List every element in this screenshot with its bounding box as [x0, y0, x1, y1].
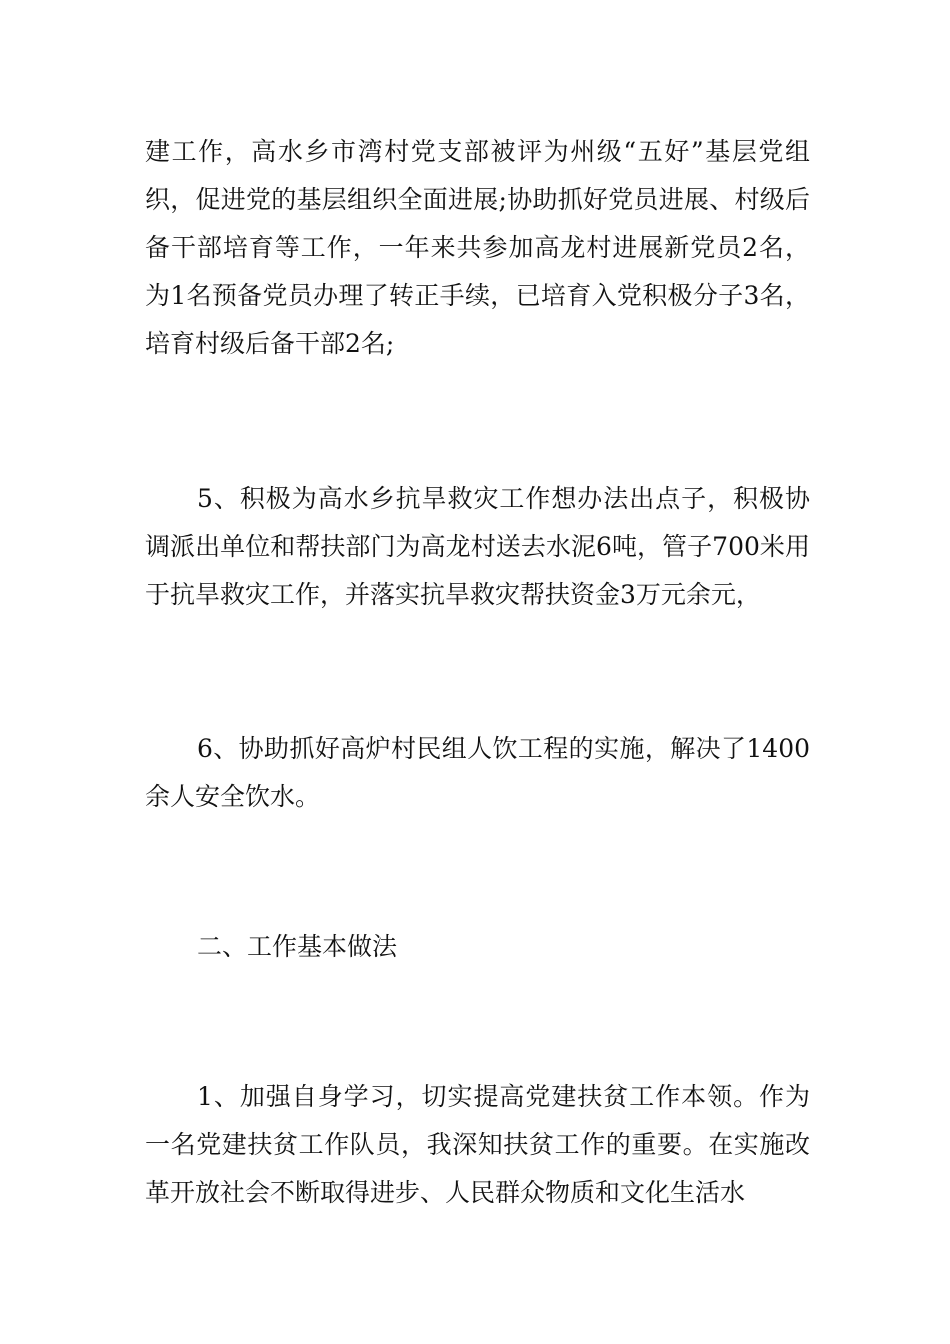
paragraph-item-6-drinking-water: 6、协助抓好高炉村民组人饮工程的实施，解决了1400余人安全饮水。 — [145, 734, 810, 811]
paragraph-item-1-self-study: 1、加强自身学习，切实提高党建扶贫工作本领。作为一名党建扶贫工作队员，我深知扶贫工作的重要。在实施改革开放社会不断取得进步、人民群众物质和文化生活水 — [145, 1082, 810, 1207]
section-heading-work-methods: 二、工作基本做法 — [197, 932, 398, 961]
paragraph-item-5-drought-relief: 5、积极为高水乡抗旱救灾工作想办法出点子，积极协调派出单位和帮扶部门为高龙村送去水泥6吨，管子700米用于抗旱救灾工作，并落实抗旱救灾帮扶资金3万元余元， — [145, 484, 810, 609]
paragraph-continuation-party-building: 建工作，高水乡市湾村党支部被评为州级“五好”基层党组织，促进党的基层组织全面进展;协助抓好党员进展、村级后备干部培育等工作，一年来共参加高龙村进展新党员2名，为1名预备党员办理了转正手续，已培育入党积极分子3名，培育村级后备干部2名; — [145, 137, 810, 358]
